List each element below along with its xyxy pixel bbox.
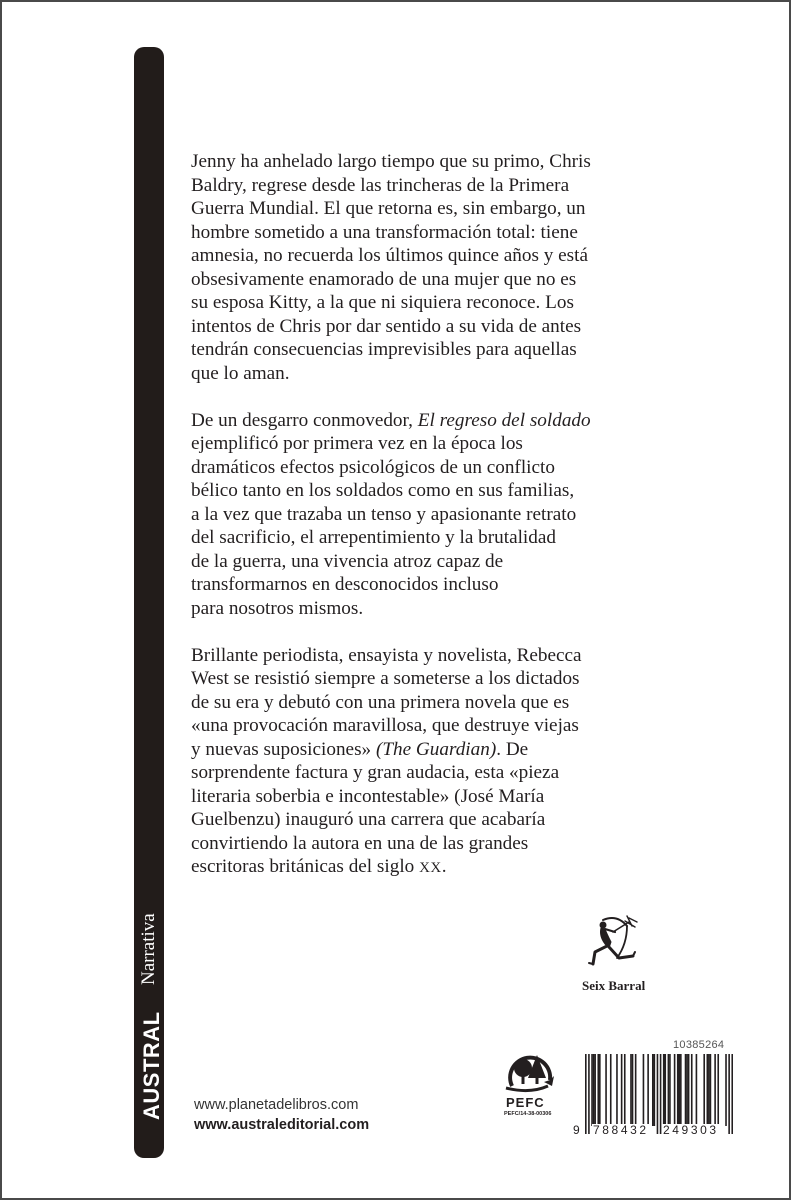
- text-line: que lo aman.: [191, 362, 290, 384]
- publisher-name: Seix Barral: [582, 978, 646, 993]
- text-line: Brillante periodista, ensayista y novelista, Rebecca: [191, 644, 582, 666]
- barcode-bar: [599, 1054, 601, 1126]
- isbn-group-1: 788432: [593, 1123, 649, 1137]
- barcode-bar: [654, 1054, 656, 1126]
- publisher-links: [194, 1095, 369, 1135]
- text-fragment: . De: [496, 738, 529, 760]
- barcode-bar: [708, 1054, 710, 1126]
- isbn-barcode: [585, 1054, 733, 1137]
- text-line: intentos de Chris por dar sentido a su vida de antes: [191, 315, 582, 337]
- pefc-trees-icon: [502, 1046, 558, 1096]
- barcode-bar: [597, 1054, 599, 1126]
- barcode-bar: [668, 1054, 670, 1126]
- text-line: literaria soberbia e incontestable» (José María: [191, 785, 545, 807]
- blurb-paragraph-2: [191, 409, 661, 621]
- text-line: [191, 409, 661, 433]
- austral-label: AUSTRAL: [139, 1011, 164, 1120]
- barcode-bar: [630, 1054, 632, 1126]
- collection-label: Narrativa: [138, 913, 159, 985]
- text-line: para nosotros mismos.: [191, 597, 364, 619]
- text-line: de su era y debutó con una primera novela que es: [191, 691, 570, 713]
- pefc-label: PEFC: [506, 1095, 545, 1110]
- text-line: de la guerra, una vivencia atroz capaz de: [191, 550, 504, 572]
- barcode-bar: [677, 1054, 679, 1126]
- barcode-bar: [664, 1054, 666, 1126]
- barcode-bar: [647, 1054, 649, 1126]
- barcode-bar: [660, 1054, 662, 1134]
- barcode-bar: [685, 1054, 687, 1126]
- text-line: tendrán consecuencias imprevisibles para aquellas: [191, 339, 577, 360]
- barcode-bar: [621, 1054, 623, 1126]
- barcode-bar: [696, 1054, 698, 1126]
- barcode-bar: [588, 1054, 590, 1134]
- text-line: Baldry, regrese desde las trincheras de la Primera: [191, 174, 570, 196]
- text-line: transformarnos en desconocidos incluso: [191, 574, 499, 595]
- barcode-bar: [616, 1054, 618, 1126]
- text-line: Guerra Mundial. El que retorna es, sin embargo, un: [191, 198, 586, 219]
- text-line: [191, 855, 661, 881]
- barcode-bar: [594, 1054, 596, 1126]
- barcode-bar: [669, 1054, 671, 1126]
- barcode-bar: [674, 1054, 676, 1126]
- text-line: obsesivamente enamorado de una mujer que no es: [191, 268, 577, 290]
- text-line: amnesia, no recuerda los últimos quince años y está: [191, 245, 588, 266]
- barcode-bar: [703, 1054, 705, 1126]
- century-numeral: XX: [419, 860, 442, 876]
- barcode-bar: [652, 1054, 654, 1126]
- barcode-bar: [731, 1054, 733, 1134]
- internal-code: 10385264: [673, 1039, 725, 1051]
- barcode-bar: [717, 1054, 719, 1126]
- book-title: El regreso del soldado: [417, 409, 591, 431]
- barcode-bar: [725, 1054, 727, 1126]
- blurb-text: [191, 150, 661, 904]
- blurb-paragraph-3: [191, 644, 661, 881]
- barcode-bar: [691, 1054, 693, 1126]
- text-line: [191, 738, 661, 762]
- barcode-bar: [605, 1054, 607, 1126]
- barcode-bar: [678, 1054, 680, 1126]
- text-line: del sacrificio, el arrepentimiento y la brutalidad: [191, 527, 556, 548]
- text-line: bélico tanto en los soldados como en sus familias,: [191, 480, 575, 501]
- text-line: Jenny ha anhelado largo tiempo que su primo, Chris: [191, 151, 591, 172]
- barcode-bar: [632, 1054, 634, 1126]
- archer-figure-icon: [583, 912, 653, 976]
- isbn-group-2: 249303: [663, 1123, 719, 1137]
- barcode-bar: [585, 1054, 587, 1134]
- pefc-code: PEFC/14-38-00306: [504, 1111, 552, 1117]
- text-line: «una provocación maravillosa, que destruye viejas: [191, 715, 579, 736]
- spine-bar: [134, 47, 164, 1158]
- isbn-digit-first: 9: [573, 1123, 583, 1137]
- barcode-bar: [710, 1054, 712, 1126]
- barcode-bar: [593, 1054, 595, 1126]
- barcode-bar: [686, 1054, 688, 1126]
- text-line: ejemplificó por primera vez en la época los: [191, 433, 523, 454]
- url-planetadelibros[interactable]: www.planetadelibros.com: [194, 1097, 359, 1113]
- text-fragment: De un desgarro conmovedor,: [191, 409, 418, 431]
- url-australeditorial[interactable]: www.australeditorial.com: [194, 1117, 370, 1133]
- barcode-bar: [624, 1054, 626, 1126]
- text-line: sorprendente factura y gran audacia, esta «pieza: [191, 762, 560, 783]
- text-line: Guelbenzu) inauguró una carrera que acabaría: [191, 809, 546, 830]
- barcode-bar: [635, 1054, 637, 1126]
- blurb-paragraph-1: [191, 150, 661, 385]
- barcode-bar: [714, 1054, 716, 1126]
- text-fragment: .: [441, 856, 447, 877]
- barcode-bar: [728, 1054, 730, 1134]
- text-line: su esposa Kitty, a la que ni siquiera reconoce. Los: [191, 292, 574, 313]
- text-fragment: escritoras británicas del siglo: [191, 856, 420, 877]
- barcode-bar: [688, 1054, 690, 1126]
- barcode-bar: [680, 1054, 682, 1126]
- text-line: dramáticos efectos psicológicos de un conflicto: [191, 456, 555, 478]
- barcode-bar: [591, 1054, 593, 1126]
- quote-source: (The Guardian): [375, 738, 497, 760]
- text-line: convirtiendo la autora en una de las grandes: [191, 832, 529, 854]
- barcode-bar: [707, 1054, 709, 1126]
- text-fragment: y nuevas suposiciones»: [191, 738, 376, 760]
- text-line: a la vez que trazaba un tenso y apasionante retrato: [191, 503, 577, 525]
- text-line: West se resistió siempre a someterse a los dictados: [191, 668, 580, 689]
- barcode-bar: [657, 1054, 659, 1134]
- barcode-bar: [643, 1054, 645, 1126]
- barcode-bar: [663, 1054, 665, 1126]
- barcode-bar: [610, 1054, 612, 1126]
- text-line: hombre sometido a una transformación total: tiene: [191, 221, 578, 243]
